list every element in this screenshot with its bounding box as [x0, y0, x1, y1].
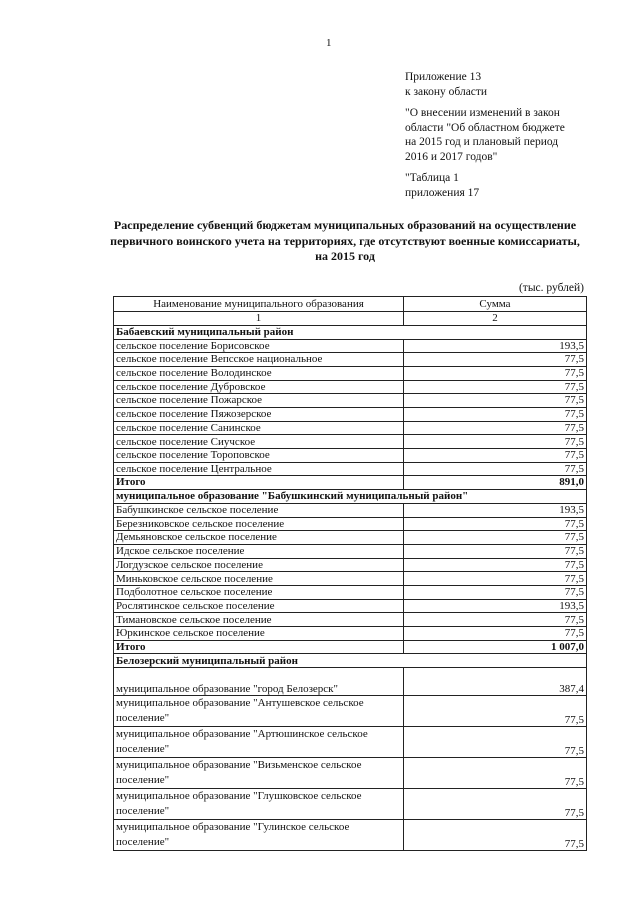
table-row — [114, 572, 587, 586]
municipality-name: муниципальное образование "Визьменское сельское поселение" — [114, 758, 404, 789]
subsidy-sum: 77,5 — [404, 407, 587, 421]
table-row — [114, 789, 587, 820]
table-row — [114, 339, 587, 353]
subsidy-sum: 77,5 — [404, 727, 587, 758]
section-title: Белозерский муниципальный район — [114, 654, 587, 668]
column-number-row — [114, 312, 587, 326]
table-row — [114, 727, 587, 758]
subsidy-sum: 77,5 — [404, 435, 587, 449]
section-header-row — [114, 325, 587, 339]
municipality-name: Миньковское сельское поселение — [114, 572, 404, 586]
subsidy-sum: 193,5 — [404, 339, 587, 353]
municipality-name: сельское поселение Пожарское — [114, 394, 404, 408]
municipality-name: сельское поселение Сиучское — [114, 435, 404, 449]
subsidy-sum: 77,5 — [404, 449, 587, 463]
municipality-name: Тимановское сельское поселение — [114, 613, 404, 627]
table-row — [114, 421, 587, 435]
table-header-row — [114, 297, 587, 312]
table-row — [114, 380, 587, 394]
total-label: Итого — [114, 476, 404, 490]
subsidy-table — [113, 296, 587, 851]
municipality-name: сельское поселение Борисовское — [114, 339, 404, 353]
municipality-name: Подболотное сельское поселение — [114, 586, 404, 600]
municipality-name: сельское поселение Володинское — [114, 366, 404, 380]
table-row — [114, 353, 587, 367]
subsidy-sum: 77,5 — [404, 462, 587, 476]
municipality-name: Березниковское сельское поселение — [114, 517, 404, 531]
document-title: Распределение субвенций бюджетам муниципальных образований на осуществление первичного воинского учета на территориях, где отсутствуют военные комиссариаты, на 2015 год — [110, 218, 580, 263]
subsidy-sum: 77,5 — [404, 366, 587, 380]
total-row — [114, 476, 587, 490]
table-row — [114, 435, 587, 449]
subsidy-sum: 77,5 — [404, 544, 587, 558]
municipality-name: муниципальное образование "Антушевское сельское поселение" — [114, 696, 404, 727]
subsidy-sum: 77,5 — [404, 517, 587, 531]
municipality-name: муниципальное образование "Глушковское сельское поселение" — [114, 789, 404, 820]
subsidy-sum: 77,5 — [404, 758, 587, 789]
table-row — [114, 613, 587, 627]
municipality-name: муниципальное образование "Гулинское сельское поселение" — [114, 820, 404, 851]
subsidy-sum: 387,4 — [404, 668, 587, 696]
table-row — [114, 627, 587, 641]
subsidy-sum: 77,5 — [404, 353, 587, 367]
appendix-line: приложения 17 — [405, 186, 480, 199]
appendix-line: к закону области — [405, 85, 488, 98]
table-row — [114, 366, 587, 380]
subsidy-sum: 77,5 — [404, 789, 587, 820]
municipality-name: Бабушкинское сельское поселение — [114, 503, 404, 517]
section-header-row — [114, 489, 587, 503]
subsidy-sum: 77,5 — [404, 558, 587, 572]
table-row — [114, 586, 587, 600]
municipality-name: Идское сельское поселение — [114, 544, 404, 558]
municipality-name: сельское поселение Пяжозерское — [114, 407, 404, 421]
table-row — [114, 544, 587, 558]
table-row — [114, 558, 587, 572]
appendix-line: на 2015 год и плановый период — [405, 136, 559, 148]
table-row — [114, 462, 587, 476]
total-label: Итого — [114, 640, 404, 654]
page-number: 1 — [326, 37, 332, 49]
column-number-name: 1 — [114, 312, 404, 326]
municipality-name: муниципальное образование "Артюшинское сельское поселение" — [114, 727, 404, 758]
subsidy-sum: 77,5 — [404, 627, 587, 641]
appendix-line: области "Об областном бюджете — [405, 121, 565, 134]
municipality-name: сельское поселение Дубровское — [114, 380, 404, 394]
subsidy-sum: 77,5 — [404, 421, 587, 435]
appendix-line: "Таблица 1 — [405, 172, 459, 184]
section-header-row — [114, 654, 587, 668]
municipality-name: сельское поселение Санинское — [114, 421, 404, 435]
total-sum: 1 007,0 — [404, 640, 587, 654]
section-title: муниципальное образование "Бабушкинский муниципальный район" — [114, 489, 587, 503]
column-header-name: Наименование муниципального образования — [114, 297, 404, 312]
table-row — [114, 668, 587, 696]
appendix-header — [405, 70, 610, 200]
subsidy-sum: 77,5 — [404, 586, 587, 600]
subsidy-sum: 77,5 — [404, 696, 587, 727]
appendix-line: 2016 и 2017 годов" — [405, 150, 498, 163]
municipality-name: сельское поселение Центральное — [114, 462, 404, 476]
subsidy-sum: 77,5 — [404, 613, 587, 627]
table-row — [114, 394, 587, 408]
appendix-line: "О внесении изменений в закон — [405, 107, 560, 119]
table-row — [114, 407, 587, 421]
total-row — [114, 640, 587, 654]
municipality-name: Юркинское сельское поселение — [114, 627, 404, 641]
table-row — [114, 758, 587, 789]
table-row — [114, 503, 587, 517]
municipality-name: сельское поселение Вепсское национальное — [114, 353, 404, 367]
table-row — [114, 517, 587, 531]
table-row — [114, 449, 587, 463]
total-sum: 891,0 — [404, 476, 587, 490]
subsidy-sum: 77,5 — [404, 820, 587, 851]
subsidy-sum: 193,5 — [404, 599, 587, 613]
subsidy-sum: 193,5 — [404, 503, 587, 517]
subsidy-sum: 77,5 — [404, 531, 587, 545]
subsidy-sum: 77,5 — [404, 572, 587, 586]
municipality-name: Рослятинское сельское поселение — [114, 599, 404, 613]
column-header-sum: Сумма — [404, 297, 587, 312]
table-row — [114, 531, 587, 545]
appendix-line: Приложение 13 — [405, 71, 482, 83]
section-title: Бабаевский муниципальный район — [114, 325, 587, 339]
subsidy-sum: 77,5 — [404, 394, 587, 408]
table-row — [114, 599, 587, 613]
column-number-sum: 2 — [404, 312, 587, 326]
municipality-name: Демьяновское сельское поселение — [114, 531, 404, 545]
units-label: (тыс. рублей) — [518, 282, 584, 294]
table-row — [114, 696, 587, 727]
municipality-name: муниципальное образование "город Белозерск" — [114, 668, 404, 696]
municipality-name: Логдузское сельское поселение — [114, 558, 404, 572]
municipality-name: сельское поселение Тороповское — [114, 449, 404, 463]
subsidy-sum: 77,5 — [404, 380, 587, 394]
table-row — [114, 820, 587, 851]
